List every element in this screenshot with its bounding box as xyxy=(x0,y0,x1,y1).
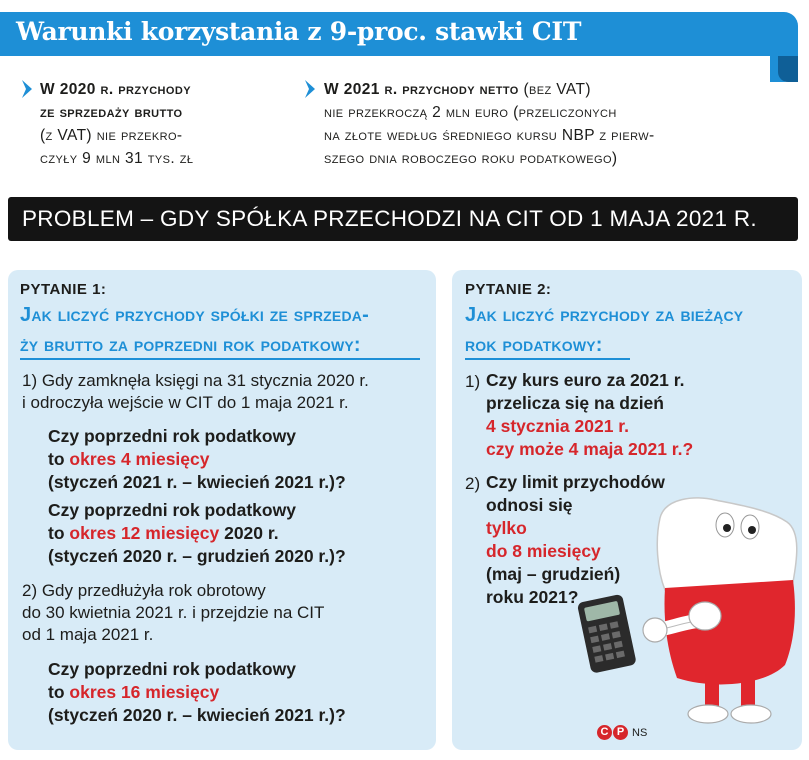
problem-bar xyxy=(8,197,798,241)
answer-3-period: okres 16 miesięcy xyxy=(69,682,220,702)
answer-2-year: 2020 r. xyxy=(219,523,279,543)
condition-2020-line-3: (z VAT) nie przekro- xyxy=(40,127,183,144)
author-initials: NS xyxy=(632,726,648,739)
condition-2021-line-4: szego dnia roboczego roku podatkowego) xyxy=(324,150,618,167)
copyright-p-icon: P xyxy=(613,725,628,740)
question-1-subtitle-line-1: Jak liczyć przychody spółki ze sprzeda- xyxy=(20,304,369,326)
condition-2021-line-1-bold: W 2021 r. przychody netto xyxy=(324,81,519,98)
item-2-line-5: (maj – grudzień) xyxy=(486,564,621,584)
question-1-subtitle xyxy=(20,300,369,360)
answer-3-line-2 xyxy=(48,681,219,704)
answer-2-line-2 xyxy=(48,522,279,545)
problem-text: PROBLEM – GDY SPÓŁKA PRZECHODZI NA CIT OD 1 MAJA 2021 R. xyxy=(22,206,757,231)
condition-2020-line-4: czyły 9 mln 31 tys. zł xyxy=(40,150,194,167)
case-2-line-3: od 1 maja 2021 r. xyxy=(22,625,154,644)
answer-3-to: to xyxy=(48,682,70,702)
condition-2021-line-3: na złote według średniego kursu NBP z pierw- xyxy=(324,127,655,144)
question-2-subtitle-line-1: Jak liczyć przychody za bieżący xyxy=(465,304,744,326)
item-1-line-1: Czy kurs euro za 2021 r. xyxy=(486,370,685,390)
item-1-line-2: przelicza się na dzień xyxy=(486,393,664,413)
condition-2020-line-1: W 2020 r. przychody xyxy=(40,81,191,98)
question-1-underline xyxy=(20,358,420,360)
credits xyxy=(597,725,647,740)
answer-3-line-3: (styczeń 2020 r. – kwiecień 2021 r.)? xyxy=(48,705,346,725)
question-1-heading: PYTANIE 1: xyxy=(20,281,107,298)
question-2-heading: PYTANIE 2: xyxy=(465,281,552,298)
poland-flag-mascot-illustration xyxy=(565,470,805,730)
answer-1-line-2 xyxy=(48,448,210,471)
case-1-line-2: i odroczyła wejście w CIT do 1 maja 2021 r. xyxy=(22,393,349,412)
chevron-right-icon xyxy=(303,79,317,99)
item-1-line-3: 4 stycznia 2021 r. xyxy=(486,416,630,436)
answer-2-line-3: (styczeń 2020 r. – grudzień 2020 r.)? xyxy=(48,546,346,566)
item-2-line-4: do 8 miesięcy xyxy=(486,541,601,561)
condition-2020-line-2: ze sprzedaży brutto xyxy=(40,104,183,121)
answer-1-period: okres 4 miesięcy xyxy=(69,449,210,469)
item-1-number: 1) xyxy=(465,372,481,391)
item-1-line-4: czy może 4 maja 2021 r.? xyxy=(486,439,694,459)
condition-2021 xyxy=(324,78,794,170)
condition-2021-line-1-rest: (bez VAT) xyxy=(518,81,591,98)
item-2-number: 2) xyxy=(465,474,481,493)
copyright-c-icon: C xyxy=(597,725,612,740)
case-2-line-1: 2) Gdy przedłużyła rok obrotowy xyxy=(22,581,266,600)
answer-1-line-1: Czy poprzedni rok podatkowy xyxy=(48,426,296,446)
answer-2-to: to xyxy=(48,523,70,543)
question-2-subtitle-line-2: rok podatkowy: xyxy=(465,334,603,356)
item-2-line-3: tylko xyxy=(486,518,527,538)
condition-2020 xyxy=(40,78,275,170)
case-1-line-1: 1) Gdy zamknęła księgi na 31 stycznia 2020 r. xyxy=(22,371,369,390)
question-2-underline xyxy=(465,358,630,360)
question-1-subtitle-line-2: ży brutto za poprzedni rok podatkowy: xyxy=(20,334,361,356)
item-2-line-2: odnosi się xyxy=(486,495,573,515)
answer-2-line-1: Czy poprzedni rok podatkowy xyxy=(48,500,296,520)
chevron-right-icon xyxy=(20,79,34,99)
item-2-line-1: Czy limit przychodów xyxy=(486,472,665,492)
condition-2021-line-2: nie przekroczą 2 mln euro (przeliczonych xyxy=(324,104,617,121)
answer-3-line-1: Czy poprzedni rok podatkowy xyxy=(48,659,296,679)
page-title: Warunki korzystania z 9-proc. stawki CIT xyxy=(16,17,582,46)
answer-1-line-3: (styczeń 2021 r. – kwiecień 2021 r.)? xyxy=(48,472,346,492)
item-2-line-6: roku 2021? xyxy=(486,587,579,607)
case-2-line-2: do 30 kwietnia 2021 r. i przejdzie na CIT xyxy=(22,603,325,622)
answer-1-to: to xyxy=(48,449,70,469)
answer-2-period: okres 12 miesięcy xyxy=(69,523,220,543)
question-2-subtitle xyxy=(465,300,743,360)
